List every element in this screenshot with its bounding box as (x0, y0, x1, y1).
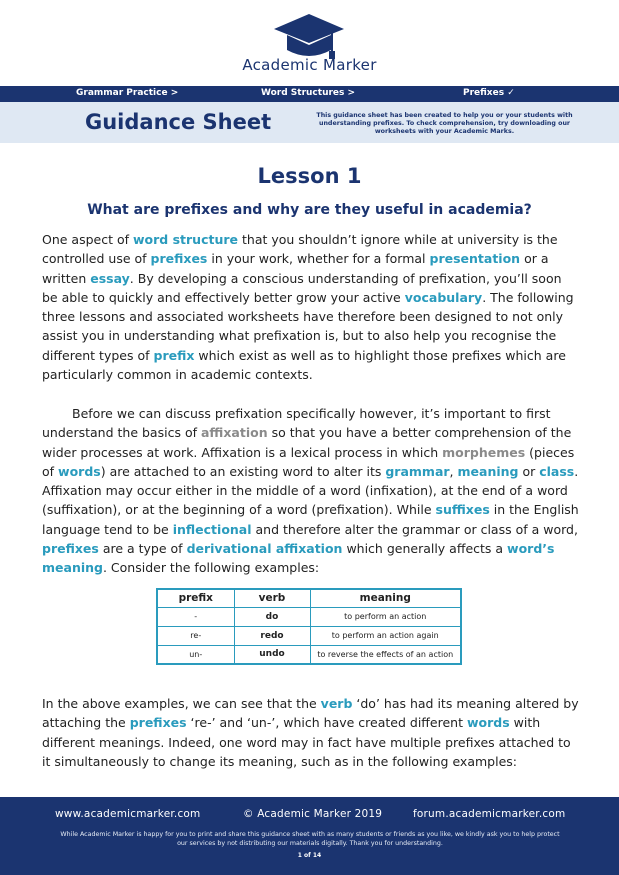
table-header-row (157, 589, 461, 607)
keyword-words-2[interactable]: words (466, 715, 510, 731)
table-row (157, 626, 461, 645)
footer-website-link[interactable]: www.academicmarker.com (55, 808, 201, 820)
table-cell-meaning: to reverse the effects of an action (310, 645, 461, 664)
breadcrumb-grammar-practice[interactable]: Grammar Practice > (76, 88, 179, 98)
paragraph-3: In the above examples, we can see that the verb ‘do’ has had its meaning altered by attaching the prefixes ‘re-’ and ‘un-’, which have created different words with different meanings. Indeed, one word may in fact have multiple prefixes attached to it simultaneously to change its meaning, such as in the following examples: (42, 696, 579, 769)
keyword-vocabulary[interactable]: vocabulary (404, 289, 483, 305)
keyword-prefixes-2[interactable]: prefixes (42, 541, 99, 557)
keyword-class[interactable]: class (539, 463, 575, 479)
table-cell-meaning: to perform an action again (310, 626, 461, 645)
table-row (157, 607, 461, 626)
guidance-note: This guidance sheet has been created to help you or your students with understanding prefixes. To check comprehension, try downloading our worksheets with your Academic Marks. (316, 112, 573, 135)
lesson-title: Lesson 1 (257, 164, 362, 188)
keyword-prefixes[interactable]: prefixes (150, 251, 208, 267)
keyword-words-meaning[interactable]: word’s meaning (42, 541, 555, 576)
keyword-derivational-affixation[interactable]: derivational affixation (186, 541, 343, 557)
keyword-inflectional[interactable]: inflectional (172, 521, 252, 537)
keyword-prefix[interactable]: prefix (153, 347, 195, 363)
page-number: 1 of 14 (297, 852, 322, 859)
table-cell-prefix: - (157, 607, 234, 626)
breadcrumb-prefixes[interactable]: Prefixes ✓ (463, 88, 515, 98)
column-header-verb: verb (234, 589, 310, 607)
keyword-verb[interactable]: verb (320, 696, 353, 711)
keyword-prefixes-3[interactable]: prefixes (129, 715, 187, 731)
header (0, 0, 619, 86)
keyword-essay[interactable]: essay (90, 270, 130, 286)
brand-name[interactable]: Academic Marker (242, 56, 377, 74)
column-header-prefix: prefix (157, 589, 234, 607)
table-cell-prefix: re- (157, 626, 234, 645)
keyword-grammar[interactable]: grammar (385, 463, 450, 479)
guidance-title: Guidance Sheet (85, 110, 272, 134)
table-cell-verb: undo (234, 645, 310, 664)
graduation-cap-icon (272, 12, 346, 62)
guidance-banner (0, 102, 619, 143)
paragraph-2: Before we can discuss prefixation specifically however, it’s important to first understand the basics of affixation so that you have a better comprehension of the wider processes at work. Affixation is a lexical process in which morphemes (pieces of words) are attached to an existing word to alter its grammar, meaning or class. Affixation may occur either in the middle of a word (infixation), at the end of a word (suffixation), or at the beginning of a word (prefixation). While suffixes in the English language tend to be inflectional and therefore alter the grammar or class of a word, prefixes are a type of derivational affixation which generally affects a word’s meaning. Consider the following examples: (42, 406, 579, 576)
footer-forum-link[interactable]: forum.academicmarker.com (413, 808, 566, 820)
keyword-word-structure[interactable]: word structure (133, 232, 239, 247)
table-cell-verb: do (234, 607, 310, 626)
table-cell-prefix: un- (157, 645, 234, 664)
table-row (157, 645, 461, 664)
paragraph-1: One aspect of word structure that you shouldn’t ignore while at university is the controlled use of prefixes in your work, whether for a formal presentation or a written essay. By developing a conscious understanding of prefixation, you’ll soon be able to quickly and effectively better grow your active vocabulary. The following three lessons and associated worksheets have therefore been designed to not only assist you in understanding what prefixation is, but to also help you recognise the different types of prefix which exist as well as to highlight those prefixes which are particularly common in academic contexts. (42, 232, 574, 383)
keyword-presentation[interactable]: presentation (429, 251, 521, 267)
breadcrumb (0, 86, 619, 102)
column-header-meaning: meaning (310, 589, 461, 607)
keyword-words[interactable]: words (58, 463, 101, 479)
keyword-meaning[interactable]: meaning (457, 463, 519, 479)
table-cell-meaning: to perform an action (310, 607, 461, 626)
footer-note: While Academic Marker is happy for you to print and share this guidance sheet with as many students or friends as you like, we kindly ask you to help protect our services by not distributing our materials digitally. Thank you for understanding. (60, 831, 560, 847)
keyword-suffixes[interactable]: suffixes (435, 502, 490, 518)
table-cell-verb: redo (234, 626, 310, 645)
keyword-morphemes[interactable]: morphemes (442, 444, 526, 460)
breadcrumb-word-structures[interactable]: Word Structures > (261, 88, 356, 98)
footer-copyright: © Academic Marker 2019 (243, 808, 383, 820)
footer (0, 797, 619, 875)
lesson-subtitle: What are prefixes and why are they useful in academia? (87, 202, 532, 218)
keyword-affixation[interactable]: affixation (200, 425, 268, 441)
examples-table (156, 588, 462, 665)
